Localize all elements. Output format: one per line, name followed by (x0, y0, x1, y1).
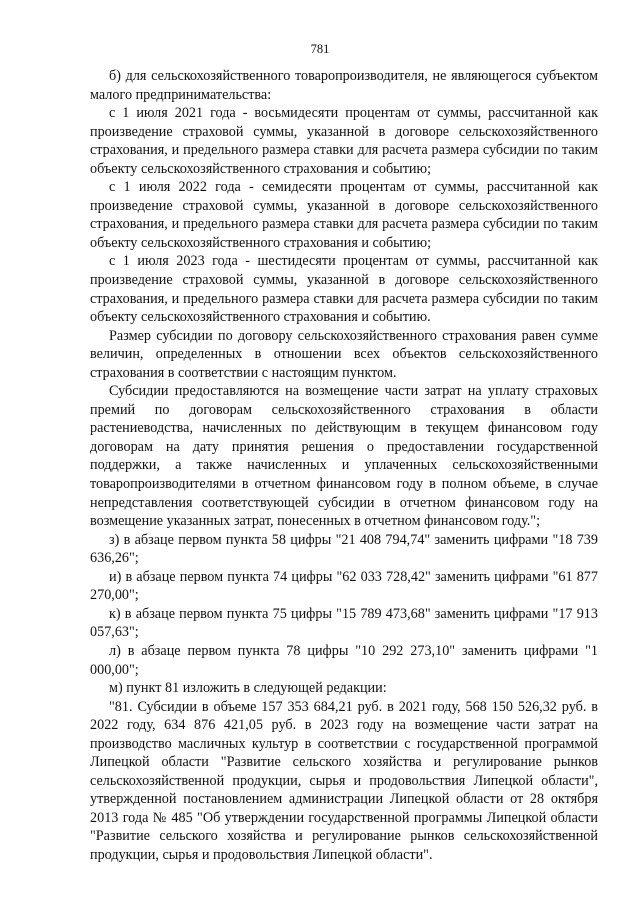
page-number: 781 (310, 42, 330, 56)
paragraph-b-intro: б) для сельскохозяйственного товаропроизводителя, не являющегося субъектом малого предпринимательства: (90, 68, 598, 103)
paragraph-2022-rate: с 1 июля 2022 года - семидесяти процентам от суммы, рассчитанной как произведение страховой суммы, указанной в договоре сельскохозяйственного страхования, и предельного размера ставки для расчета размера субсидии по таким объекту сельскохозяйственного страхования и событию; (90, 179, 598, 251)
paragraph-amendment-m: м) пункт 81 изложить в следующей редакции: (109, 680, 387, 697)
paragraph-2021-rate: с 1 июля 2021 года - восьмидесяти процентам от суммы, рассчитанной как произведение страховой суммы, указанной в договоре сельскохозяйственного страхования, и предельного размера ставки для расчета размера субсидии по таким объекту сельскохозяйственного страхования и событию; (90, 105, 598, 177)
paragraph-subsidy-size: Размер субсидии по договору сельскохозяйственного страхования равен сумме величин, определенных в отношении всех объектов сельскохозяйственного страхования в соответствии с настоящим пунктом. (90, 327, 598, 381)
document-body (90, 67, 598, 865)
paragraph-amendment-l: л) в абзаце первом пункта 78 цифры "10 292 273,10" заменить цифрами "1 000,00"; (90, 642, 598, 678)
paragraph-amendment-k: к) в абзаце первом пункта 75 цифры "15 789 473,68" заменить цифрами "17 913 057,63"; (90, 605, 598, 641)
paragraph-amendment-z: з) в абзаце первом пункта 58 цифры "21 408 794,74" заменить цифрами "18 739 636,26"; (90, 531, 598, 567)
paragraph-2023-rate: с 1 июля 2023 года - шестидесяти процентам от суммы, рассчитанной как произведение страховой суммы, указанной в договоре сельскохозяйственного страхования, и предельного размера ставки для расчета размера субсидии по таким объекту сельскохозяйственного страхования и событию. (90, 253, 598, 326)
paragraph-amendment-i: и) в абзаце первом пункта 74 цифры "62 033 728,42" заменить цифрами "61 877 270,00"; (90, 568, 598, 604)
paragraph-item-81: "81. Субсидии в объеме 157 353 684,21 руб. в 2021 году, 568 150 526,32 руб. в 2022 году, 634 876 421,05 руб. в 2023 году на возмещение части затрат на производство масличных культур в соответствии с государственной программой Липецкой области "Развитие сельского хозяйства и регулирование рынков сельскохозяйственной продукции, сырья и продовольствия Липецкой области", утвержденной постановлением администрации Липецкой области от 28 октября 2013 года № 485 "Об утверждении государственной программы Липецкой области "Развитие сельского хозяйства и регулирование рынков сельскохозяйственной продукции, сырья и продовольствия Липецкой области". (90, 698, 598, 863)
paragraph-subsidy-purpose: Субсидии предоставляются на возмещение части затрат на уплату страховых премий по договорам сельскохозяйственного страхования в области растениеводства, начисленных по действующим в текущем финансовом году договорам на дату принятия решения о предоставлении государственной поддержки, а также начисленных и уплаченных сельскохозяйственными товаропроизводителями в отчетном финансовом году в полном объеме, в случае непредставления соответствующей субсидии в отчетном финансовом году на возмещение указанных затрат, понесенных в отчетном финансовом году."; (90, 383, 598, 530)
